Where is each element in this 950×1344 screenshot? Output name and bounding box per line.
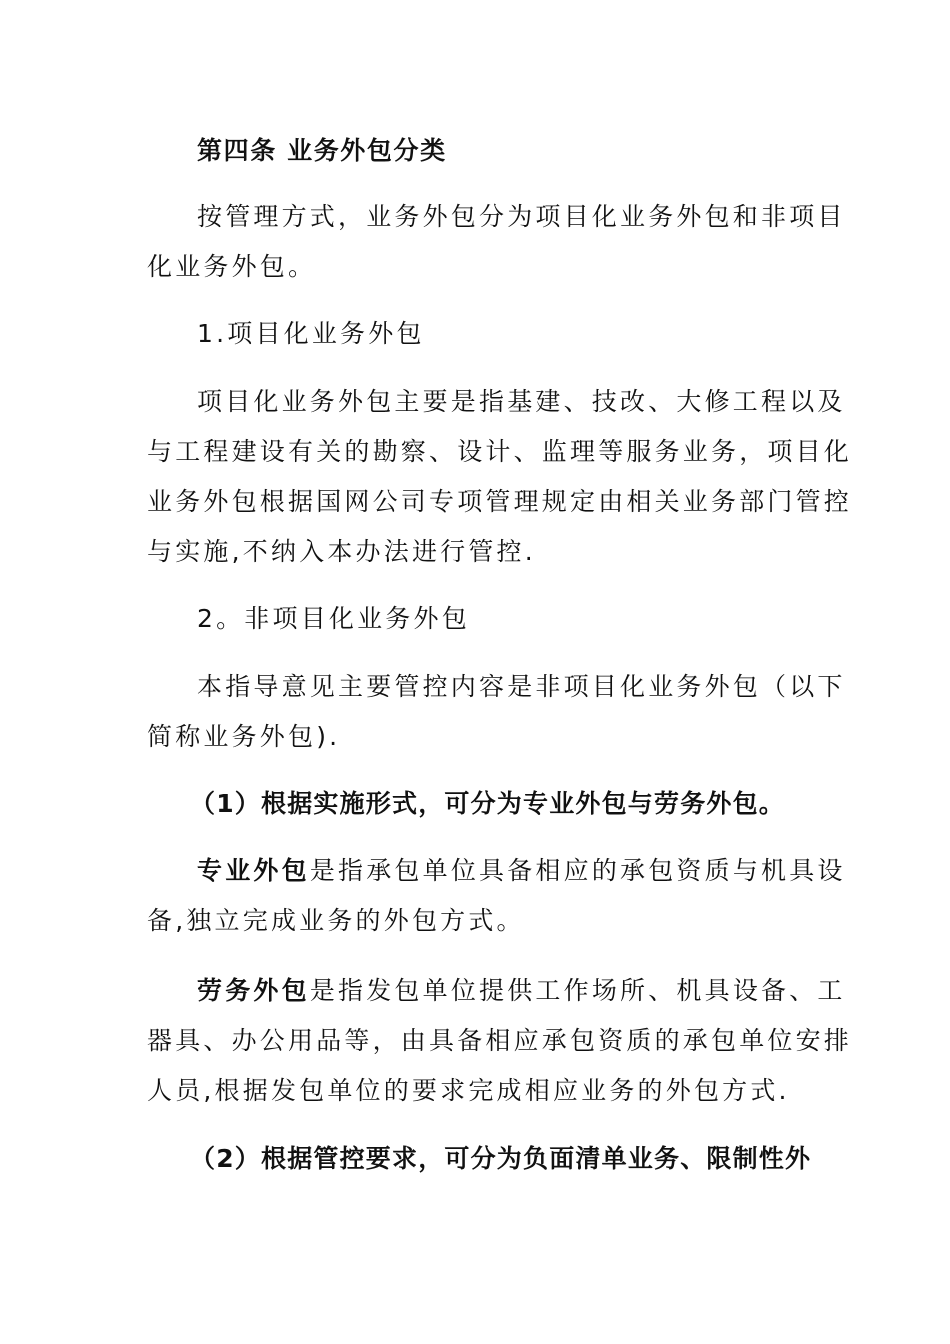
item-title: （1）根据实施形式，可分为专业外包与劳务外包。 [190, 789, 785, 818]
paragraph-line [197, 855, 846, 887]
term-label: 劳务外包 [197, 976, 310, 1005]
item-title: （2）根据管控要求，可分为负面清单业务、限制性外 [190, 1144, 812, 1173]
paragraph-line: 人员,根据发包单位的要求完成相应业务的外包方式. [147, 1076, 790, 1105]
paragraph-line: 业务外包根据国网公司专项管理规定由相关业务部门管控 [147, 487, 853, 516]
paragraph-text: 是指发包单位提供工作场所、机具设备、工 [309, 976, 846, 1005]
section-title: 1.项目化业务外包 [197, 319, 425, 348]
paragraph-line: 器具、办公用品等，由具备相应承包资质的承包单位安排 [147, 1026, 853, 1055]
paragraph-line: 备,独立完成业务的外包方式。 [147, 906, 525, 935]
paragraph-line: 与实施,不纳入本办法进行管控. [147, 537, 536, 566]
paragraph-line [197, 975, 846, 1007]
paragraph-text: 是指承包单位具备相应的承包资质与机具设 [309, 856, 846, 885]
section-title: 2。非项目化业务外包 [197, 604, 470, 633]
paragraph-line: 与工程建设有关的勘察、设计、监理等服务业务，项目化 [147, 437, 853, 466]
paragraph-line: 简称业务外包). [147, 722, 341, 751]
article-heading: 第四条 业务外包分类 [197, 136, 447, 165]
term-label: 专业外包 [197, 856, 310, 885]
paragraph-line: 项目化业务外包主要是指基建、技改、大修工程以及 [197, 387, 846, 416]
paragraph-line: 化业务外包。 [147, 252, 317, 281]
paragraph-line: 按管理方式，业务外包分为项目化业务外包和非项目 [197, 202, 846, 231]
paragraph-line: 本指导意见主要管控内容是非项目化业务外包（以下 [197, 672, 846, 701]
